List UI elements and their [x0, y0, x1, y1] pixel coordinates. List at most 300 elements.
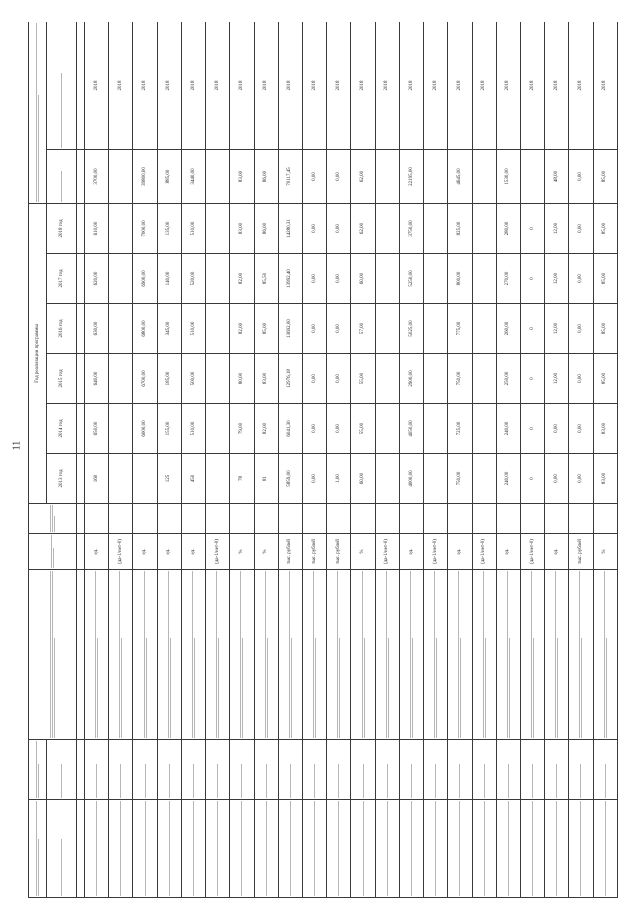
row-final-year: 2018 — [569, 22, 593, 149]
table-row — [181, 22, 205, 898]
row-year-value: 0 — [520, 254, 544, 304]
colnum-2015 — [77, 354, 85, 404]
row-base-value — [181, 504, 205, 534]
row-year-value — [424, 254, 448, 304]
row-year-value — [109, 354, 133, 404]
row-base-value — [302, 504, 326, 534]
row-year-value: 610,00 — [85, 203, 109, 253]
row-final-year: 2018 — [157, 22, 181, 149]
extra-codes — [448, 740, 472, 800]
row-final-amount: 885,00 — [157, 149, 181, 203]
row-base-value — [327, 504, 351, 534]
row-year-value: 80,00 — [230, 354, 254, 404]
program-budget-table — [28, 22, 618, 898]
extra-codes — [254, 740, 278, 800]
row-unit: тыс. рублей — [327, 534, 351, 570]
row-final-amount: 0,00 — [327, 149, 351, 203]
row-unit: ед. — [157, 534, 181, 570]
row-base-value — [133, 504, 157, 534]
row-unit: ед. — [181, 534, 205, 570]
row-base-value — [230, 504, 254, 534]
row-year-value: 5025,00 — [399, 304, 423, 354]
row-year-value: 650,00 — [85, 404, 109, 454]
row-year-value: 0,00 — [302, 203, 326, 253]
table-row — [327, 22, 351, 898]
row-year-value: 60,00 — [351, 254, 375, 304]
classification-codes — [109, 800, 133, 898]
row-unit: (да-1/нет-0) — [375, 534, 399, 570]
row-description — [254, 570, 278, 740]
row-year-value: 5250,00 — [399, 254, 423, 304]
row-base-value — [496, 504, 520, 534]
row-year-value: 775,00 — [448, 304, 472, 354]
header-base-value — [29, 504, 77, 534]
row-year-value — [375, 203, 399, 253]
table-row — [569, 22, 593, 898]
extra-codes — [351, 740, 375, 800]
row-base-value — [254, 504, 278, 534]
row-year-value — [206, 254, 230, 304]
classification-codes — [302, 800, 326, 898]
classification-codes — [593, 800, 617, 898]
row-base-value — [545, 504, 569, 534]
colnum-2014 — [77, 404, 85, 454]
row-description — [133, 570, 157, 740]
row-base-value — [399, 504, 423, 534]
row-year-value: 79,00 — [230, 404, 254, 454]
row-year-value — [109, 404, 133, 454]
header-years-group: Год реализации программы — [29, 203, 47, 503]
row-final-amount: 0,00 — [302, 149, 326, 203]
row-year-value — [375, 304, 399, 354]
row-year-value: 280,00 — [496, 203, 520, 253]
extra-codes — [569, 740, 593, 800]
extra-codes — [545, 740, 569, 800]
row-year-value — [424, 354, 448, 404]
table-row — [206, 22, 230, 898]
header-code-subcols — [47, 800, 77, 898]
row-final-amount — [206, 149, 230, 203]
extra-codes — [520, 740, 544, 800]
colnum-2016 — [77, 304, 85, 354]
table-row — [278, 22, 302, 898]
classification-codes — [520, 800, 544, 898]
row-base-value — [109, 504, 133, 534]
colnum-unit — [77, 534, 85, 570]
header-year-2015: 2015 год — [47, 354, 77, 404]
row-year-value: 0,00 — [327, 404, 351, 454]
row-year-value: 0,00 — [569, 304, 593, 354]
row-year-value — [472, 203, 496, 253]
row-final-amount: 39800,00 — [133, 149, 157, 203]
row-year-value — [109, 454, 133, 504]
classification-codes — [278, 800, 302, 898]
row-year-value: 12,00 — [545, 304, 569, 354]
row-description — [206, 570, 230, 740]
classification-codes — [85, 800, 109, 898]
row-year-value: 510,00 — [181, 304, 205, 354]
table-row — [448, 22, 472, 898]
page-number: 11 — [11, 440, 23, 451]
row-year-value: 85,00 — [593, 254, 617, 304]
row-final-amount — [472, 149, 496, 203]
row-final-amount: 1530,00 — [496, 149, 520, 203]
row-base-value — [157, 504, 181, 534]
row-year-value: 0,00 — [569, 254, 593, 304]
row-description — [399, 570, 423, 740]
row-year-value: 500,00 — [181, 354, 205, 404]
table-row — [520, 22, 544, 898]
row-final-year: 2018 — [593, 22, 617, 149]
row-year-value — [472, 354, 496, 404]
row-year-value: 0 — [520, 304, 544, 354]
row-year-value: 82,00 — [230, 254, 254, 304]
row-year-value: 0,00 — [545, 404, 569, 454]
row-description — [85, 570, 109, 740]
row-final-year: 2018 — [472, 22, 496, 149]
header-final-amount — [47, 149, 77, 203]
row-final-amount — [375, 149, 399, 203]
row-unit: ед. — [399, 534, 423, 570]
row-year-value: 12,00 — [545, 254, 569, 304]
row-final-amount: 22195,00 — [399, 149, 423, 203]
scanned-table-frame — [28, 22, 618, 898]
row-year-value: 240,00 — [496, 454, 520, 504]
row-description — [157, 570, 181, 740]
row-unit: % — [351, 534, 375, 570]
row-year-value: 750,00 — [448, 354, 472, 404]
row-year-value: 6900,00 — [133, 254, 157, 304]
row-year-value — [375, 404, 399, 454]
row-year-value: 5859,00 — [278, 454, 302, 504]
extra-codes — [206, 740, 230, 800]
row-year-value — [206, 404, 230, 454]
row-final-year: 2018 — [181, 22, 205, 149]
row-year-value: 0,00 — [569, 404, 593, 454]
row-final-amount: 3440,00 — [181, 149, 205, 203]
row-year-value: 800,00 — [448, 254, 472, 304]
row-year-value: 55,00 — [351, 404, 375, 454]
row-final-year: 2018 — [230, 22, 254, 149]
header-year-2016: 2016 год — [47, 304, 77, 354]
colnum-base — [77, 504, 85, 534]
header-year-2014: 2014 год — [47, 404, 77, 454]
extra-codes — [133, 740, 157, 800]
colnum-goals — [77, 570, 85, 740]
row-description — [472, 570, 496, 740]
row-base-value — [593, 504, 617, 534]
row-base-value — [569, 504, 593, 534]
row-description — [375, 570, 399, 740]
colnum-final-amount — [77, 149, 85, 203]
header-year-2013: 2013 год — [47, 454, 77, 504]
row-final-year: 2018 — [133, 22, 157, 149]
row-year-value: 240,00 — [496, 404, 520, 454]
row-unit: тыс. рублей — [302, 534, 326, 570]
row-year-value: 14280,31 — [278, 203, 302, 253]
header-row-years — [47, 22, 77, 898]
row-year-value: 6700,00 — [133, 354, 157, 404]
row-year-value — [206, 203, 230, 253]
classification-codes — [351, 800, 375, 898]
extra-codes — [85, 740, 109, 800]
classification-codes — [254, 800, 278, 898]
row-year-value: 57,00 — [351, 304, 375, 354]
row-year-value: 13692,00 — [278, 304, 302, 354]
row-year-value: 78 — [230, 454, 254, 504]
row-final-amount — [109, 149, 133, 203]
row-year-value: 160 — [85, 454, 109, 504]
row-description — [545, 570, 569, 740]
row-year-value: 7000,00 — [133, 203, 157, 253]
row-description — [351, 570, 375, 740]
header-year-2017: 2017 год — [47, 254, 77, 304]
row-base-value — [278, 504, 302, 534]
row-year-value: 0,00 — [545, 454, 569, 504]
row-year-value: 0 — [520, 203, 544, 253]
row-year-value — [109, 304, 133, 354]
row-year-value — [472, 454, 496, 504]
row-year-value — [424, 404, 448, 454]
row-year-value: 12976,18 — [278, 354, 302, 404]
table-row — [254, 22, 278, 898]
table-body — [85, 22, 618, 898]
row-year-value: 0,00 — [327, 203, 351, 253]
row-year-value: 0,00 — [569, 354, 593, 404]
classification-codes — [424, 800, 448, 898]
header-final-value — [29, 22, 47, 203]
row-year-value: 0,00 — [569, 454, 593, 504]
extra-codes — [157, 740, 181, 800]
row-year-value: 85,00 — [593, 203, 617, 253]
row-year-value: 750,00 — [448, 454, 472, 504]
row-final-year: 2018 — [278, 22, 302, 149]
classification-codes — [399, 800, 423, 898]
classification-codes — [375, 800, 399, 898]
colnum-extra — [77, 740, 85, 800]
row-year-value: 260,00 — [496, 304, 520, 354]
header-row-numbers — [77, 22, 85, 898]
row-base-value — [85, 504, 109, 534]
classification-codes — [230, 800, 254, 898]
table-row — [424, 22, 448, 898]
row-year-value: 82,00 — [254, 404, 278, 454]
row-description — [278, 570, 302, 740]
row-base-value — [472, 504, 496, 534]
row-year-value: 85,00 — [254, 304, 278, 354]
row-year-value: 60,00 — [351, 454, 375, 504]
table-row — [109, 22, 133, 898]
row-year-value: 0,00 — [302, 454, 326, 504]
row-year-value — [206, 454, 230, 504]
row-unit: % — [254, 534, 278, 570]
row-year-value: 640,00 — [85, 354, 109, 404]
row-base-value — [448, 504, 472, 534]
row-final-year: 2018 — [375, 22, 399, 149]
header-goals — [29, 570, 77, 740]
table-row — [496, 22, 520, 898]
table-row — [375, 22, 399, 898]
row-unit: (да-1/нет-0) — [520, 534, 544, 570]
row-base-value — [375, 504, 399, 534]
row-unit: (да-1/нет-0) — [424, 534, 448, 570]
classification-codes — [496, 800, 520, 898]
row-year-value: 83,00 — [230, 203, 254, 253]
colnum-2013 — [77, 454, 85, 504]
row-final-amount: 70117,45 — [278, 149, 302, 203]
classification-codes — [157, 800, 181, 898]
row-description — [593, 570, 617, 740]
row-unit: ед. — [545, 534, 569, 570]
row-final-amount: 86,00 — [254, 149, 278, 203]
row-description — [520, 570, 544, 740]
row-year-value: 155,00 — [157, 404, 181, 454]
rotated-page — [28, 22, 618, 898]
row-final-year: 2018 — [496, 22, 520, 149]
row-year-value: 2900,00 — [399, 354, 423, 404]
row-year-value: 250,00 — [496, 354, 520, 404]
row-description — [424, 570, 448, 740]
extra-codes — [424, 740, 448, 800]
header-year-2018: 2018 год — [47, 203, 77, 253]
row-year-value: 13992,40 — [278, 254, 302, 304]
row-year-value: 81 — [254, 454, 278, 504]
row-unit: ед. — [85, 534, 109, 570]
row-year-value: 83,00 — [593, 454, 617, 504]
header-final-year — [47, 22, 77, 149]
header-extra-subcols — [47, 740, 77, 800]
row-year-value: 1,00 — [327, 454, 351, 504]
row-year-value: 12,00 — [545, 203, 569, 253]
row-year-value: 3750,00 — [399, 203, 423, 253]
row-year-value — [472, 254, 496, 304]
table-row — [302, 22, 326, 898]
row-year-value: 345,00 — [157, 304, 181, 354]
row-final-amount: 48,00 — [545, 149, 569, 203]
row-unit: ед. — [133, 534, 157, 570]
row-year-value: 0,00 — [327, 354, 351, 404]
row-description — [109, 570, 133, 740]
row-final-year: 2018 — [520, 22, 544, 149]
row-year-value — [133, 454, 157, 504]
row-unit: ед. — [448, 534, 472, 570]
extra-codes — [278, 740, 302, 800]
table-row — [133, 22, 157, 898]
row-final-year: 2018 — [448, 22, 472, 149]
row-year-value: 83,00 — [593, 404, 617, 454]
row-final-amount — [424, 149, 448, 203]
header-extra-codes — [29, 740, 47, 800]
row-year-value: 125 — [157, 454, 181, 504]
row-final-year: 2018 — [424, 22, 448, 149]
table-row — [157, 22, 181, 898]
row-year-value — [424, 203, 448, 253]
table-row — [399, 22, 423, 898]
extra-codes — [181, 740, 205, 800]
row-unit: (да-1/нет-0) — [472, 534, 496, 570]
row-year-value: 270,00 — [496, 254, 520, 304]
table-row — [230, 22, 254, 898]
row-year-value: 135,00 — [157, 203, 181, 253]
row-year-value: 825,00 — [448, 203, 472, 253]
row-year-value: 82,00 — [230, 304, 254, 354]
row-description — [327, 570, 351, 740]
extra-codes — [496, 740, 520, 800]
colnum-final-year — [77, 22, 85, 149]
row-year-value: 55,00 — [351, 354, 375, 404]
row-unit: (да-1/нет-0) — [206, 534, 230, 570]
row-year-value: 12,00 — [545, 354, 569, 404]
header-unit — [29, 534, 77, 570]
row-final-year: 2018 — [399, 22, 423, 149]
row-year-value — [472, 304, 496, 354]
row-final-amount: 0,00 — [569, 149, 593, 203]
row-year-value — [109, 254, 133, 304]
row-final-amount: 4645,00 — [448, 149, 472, 203]
row-unit: ед. — [496, 534, 520, 570]
row-final-amount: 85,00 — [593, 149, 617, 203]
row-final-amount — [520, 149, 544, 203]
row-unit: (да-1/нет-0) — [109, 534, 133, 570]
row-year-value: 510,00 — [181, 404, 205, 454]
extra-codes — [375, 740, 399, 800]
row-unit: тыс. рублей — [569, 534, 593, 570]
row-year-value: 4000,00 — [399, 454, 423, 504]
classification-codes — [472, 800, 496, 898]
table-row — [593, 22, 617, 898]
extra-codes — [399, 740, 423, 800]
row-year-value: 6800,00 — [133, 304, 157, 354]
colnum-codes — [77, 800, 85, 898]
row-year-value: 0,00 — [302, 304, 326, 354]
row-year-value: 630,00 — [85, 304, 109, 354]
row-year-value: 725,00 — [448, 404, 472, 454]
classification-codes — [327, 800, 351, 898]
classification-codes — [569, 800, 593, 898]
extra-codes — [593, 740, 617, 800]
extra-codes — [302, 740, 326, 800]
row-unit: % — [593, 534, 617, 570]
row-final-amount: 83,00 — [230, 149, 254, 203]
extra-codes — [472, 740, 496, 800]
row-year-value: 86,00 — [254, 203, 278, 253]
row-year-value: 510,00 — [181, 203, 205, 253]
row-year-value — [206, 304, 230, 354]
row-year-value — [472, 404, 496, 454]
row-year-value — [109, 203, 133, 253]
row-year-value — [206, 354, 230, 404]
row-final-year: 2018 — [327, 22, 351, 149]
row-year-value: 85,50 — [254, 254, 278, 304]
row-year-value: 0 — [520, 404, 544, 454]
row-base-value — [520, 504, 544, 534]
row-base-value — [424, 504, 448, 534]
row-description — [302, 570, 326, 740]
row-year-value: 0,00 — [327, 254, 351, 304]
row-year-value — [424, 454, 448, 504]
row-year-value — [375, 254, 399, 304]
row-year-value: 450 — [181, 454, 205, 504]
table-row — [545, 22, 569, 898]
row-final-amount: 62,00 — [351, 149, 375, 203]
row-description — [230, 570, 254, 740]
row-base-value — [351, 504, 375, 534]
row-year-value: 6000,00 — [133, 404, 157, 454]
row-final-year: 2018 — [351, 22, 375, 149]
row-year-value: 85,00 — [593, 304, 617, 354]
header-row-group — [29, 22, 47, 898]
row-final-year: 2018 — [85, 22, 109, 149]
